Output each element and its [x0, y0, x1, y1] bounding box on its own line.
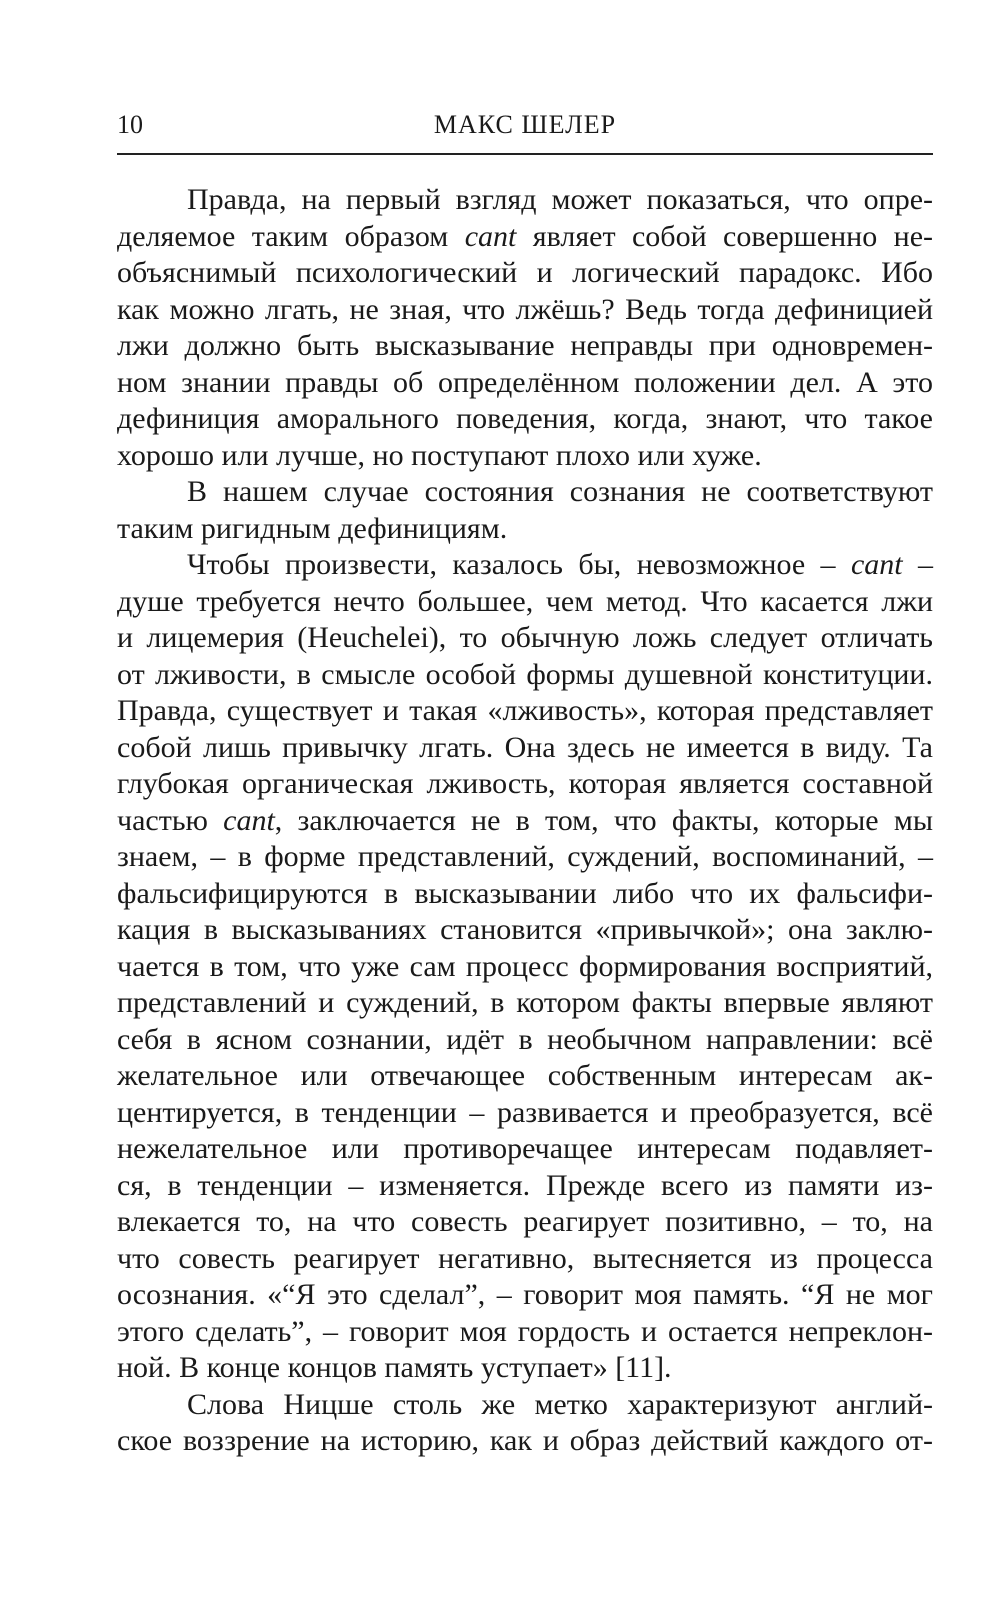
text-line — [117, 401, 933, 438]
text-line — [117, 1314, 933, 1351]
text-line — [117, 255, 933, 292]
italic-term: cant — [223, 803, 275, 837]
text-segment: Чтобы произвести, казалось бы, невозможное – — [187, 548, 851, 581]
text-line — [117, 547, 933, 584]
text-segment: что совесть реагирует негативно, вытесняется из процесса — [117, 1241, 933, 1275]
text-segment: деляемое таким образом — [117, 219, 465, 253]
running-title: МАКС ШЕЛЕР — [433, 110, 617, 139]
text-line — [117, 620, 933, 657]
text-segment: лжи должно быть высказывание неправды при одновремен- — [117, 329, 933, 362]
text-line — [117, 693, 933, 730]
text-line — [117, 839, 933, 876]
text-segment: хорошо или лучше, но поступают плохо или хуже. — [117, 438, 762, 472]
text-segment: ся, в тенденции – изменяется. Прежде всего из памяти из- — [117, 1168, 933, 1202]
text-line — [117, 474, 933, 511]
text-line — [117, 730, 933, 767]
text-segment: частью — [117, 803, 224, 837]
text-line — [117, 876, 933, 913]
header-divider — [117, 153, 933, 155]
text-segment: центируется, в тенденции – развивается и преобразуется, всё — [117, 1095, 933, 1129]
text-line — [117, 985, 933, 1022]
text-segment: этого сделать”, – говорит моя гордость и остается непреклон- — [117, 1314, 933, 1348]
text-line — [117, 1022, 933, 1059]
text-line — [117, 365, 933, 402]
text-line — [117, 182, 933, 219]
text-line — [117, 328, 933, 365]
text-segment: являет собой совершенно не- — [516, 219, 933, 253]
text-line — [117, 1204, 933, 1241]
text-line — [117, 766, 933, 803]
text-line — [117, 1241, 933, 1278]
text-line — [117, 1058, 933, 1095]
text-line — [117, 657, 933, 694]
text-segment: глубокая органическая лживость, которая является составной — [117, 767, 933, 800]
text-segment: знаем, – в форме представлений, суждений, воспоминаний, – — [117, 840, 933, 873]
text-segment: дефиниция аморального поведения, когда, знают, что такое — [117, 402, 933, 435]
text-segment: от лживости, в смысле особой формы душевной конституции. — [117, 657, 933, 691]
text-segment: желательное или отвечающее собственным интересам ак- — [117, 1059, 933, 1092]
text-segment: кация в высказываниях становится «привычкой»; она заклю- — [117, 913, 933, 946]
text-segment: и лицемерия (Heuchelei), то обычную ложь следует отличать — [117, 621, 933, 654]
text-segment: собой лишь привычку лгать. Она здесь не имеется в виду. Та — [117, 730, 933, 764]
text-segment: Правда, существует и такая «лживость», которая представляет — [117, 694, 933, 727]
text-line — [117, 219, 933, 256]
text-segment: как можно лгать, не зная, что лжёшь? Ведь тогда дефиницией — [117, 292, 933, 326]
text-segment: ское воззрение на историю, как и образ действий каждого от- — [117, 1424, 933, 1457]
text-segment: душе требуется нечто большее, чем метод. Что касается лжи — [117, 584, 933, 618]
text-segment: нежелательное или противоречащее интересам подавляет- — [117, 1132, 933, 1165]
text-segment: себя в ясном сознании, идёт в необычном направлении: всё — [117, 1022, 933, 1056]
text-segment: Правда, на первый взгляд может показаться, что опре- — [187, 183, 933, 216]
text-segment: , заключается не в том, что факты, которые мы — [274, 803, 933, 837]
text-line — [117, 511, 933, 548]
text-line — [117, 1095, 933, 1132]
text-line — [117, 1387, 933, 1424]
text-line — [117, 1277, 933, 1314]
text-segment: В нашем случае состояния сознания не соответствуют — [187, 475, 933, 508]
body-text — [117, 182, 933, 1460]
text-segment: Слова Ницше столь же метко характеризуют англий- — [187, 1387, 933, 1421]
text-segment: ной. В конце концов память уступает» [11]. — [117, 1351, 672, 1384]
text-segment: осознания. «“Я это сделал”, – говорит моя память. “Я не мог — [117, 1278, 933, 1311]
text-line — [117, 912, 933, 949]
text-line — [117, 1131, 933, 1168]
text-line — [117, 292, 933, 329]
running-header — [117, 108, 933, 148]
text-line — [117, 1168, 933, 1205]
text-line — [117, 1423, 933, 1460]
text-line — [117, 803, 933, 840]
italic-term: cant — [850, 548, 903, 581]
text-segment: объяснимый психологический и логический парадокс. Ибо — [117, 256, 933, 289]
italic-term: cant — [464, 219, 517, 253]
page-number: 10 — [117, 110, 143, 139]
text-segment: чается в том, что уже сам процесс формирования восприятий, — [117, 949, 933, 983]
text-line — [117, 1350, 933, 1387]
text-segment: фальсифицируются в высказывании либо что их фальсифи- — [117, 876, 933, 910]
text-segment: ном знании правды об определённом положении дел. А это — [117, 365, 933, 399]
text-line — [117, 438, 933, 475]
text-segment: влекается то, на что совесть реагирует позитивно, – то, на — [117, 1205, 933, 1238]
text-segment: таким ригидным дефинициям. — [117, 511, 508, 545]
text-segment: представлений и суждений, в котором факты впервые являют — [117, 986, 933, 1019]
text-segment: – — [902, 548, 934, 581]
text-line — [117, 949, 933, 986]
text-line — [117, 584, 933, 621]
